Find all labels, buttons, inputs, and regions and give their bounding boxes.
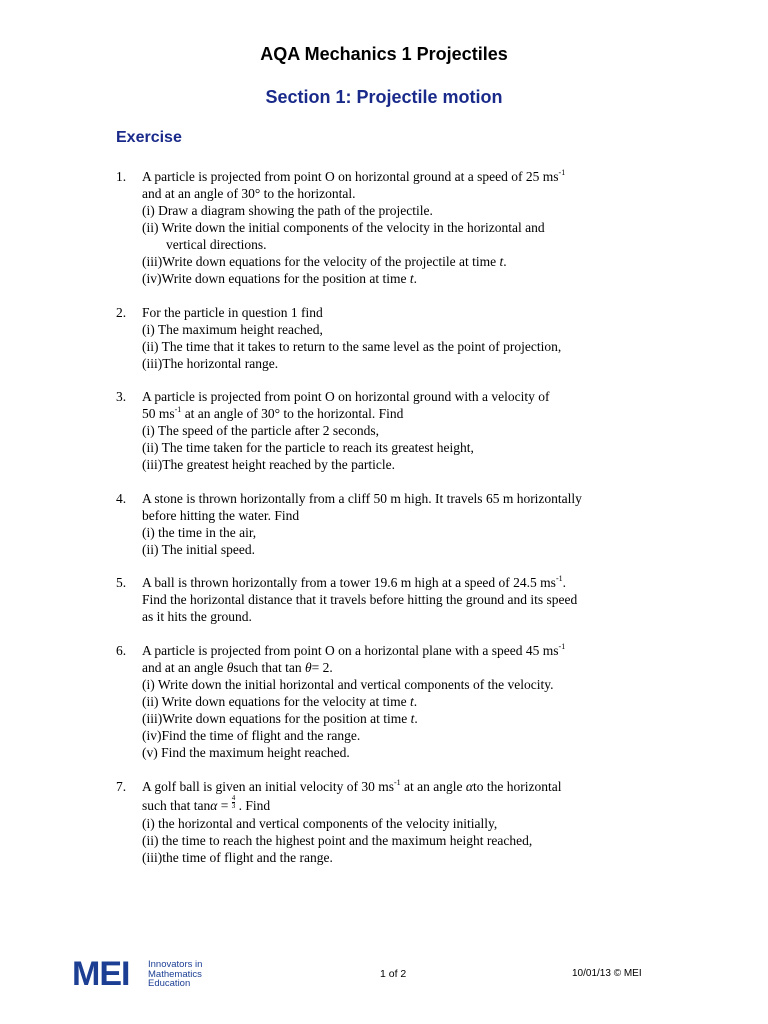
question-part: (ii) The time that it takes to return to the same level as the point of projection, (142, 339, 562, 354)
question-text: A particle is projected from point O on horizontal ground with a velocity of (142, 389, 550, 404)
alpha-symbol: α (210, 798, 218, 813)
document-title: AQA Mechanics 1 Projectiles (260, 44, 508, 64)
question-part: (iii)Write down equations for the velocity of the projectile at time t. (142, 254, 507, 269)
question-text: A ball is thrown horizontally from a tower 19.6 m high at a speed of 24.5 $ms^{-1}$. (142, 574, 566, 590)
question-part: (iii)The horizontal range. (142, 356, 279, 371)
question-number: 3. (116, 389, 127, 404)
fraction: $\frac{4}{3}$ (231, 794, 236, 810)
question-text: and at an angle of 30° to the horizontal. (142, 186, 356, 201)
question-part: (ii) the time to reach the highest point and the maximum height reached, (142, 833, 533, 848)
question-text: Find the horizontal distance that it travels before hitting the ground and its speed (142, 592, 578, 607)
question-text: and at an angle θsuch that tan θ= 2. (142, 660, 333, 675)
question-4 (116, 490, 676, 558)
question-5 (116, 574, 676, 625)
exercise-heading: Exercise (116, 129, 182, 146)
question-3 (116, 388, 676, 473)
question-number: 1. (116, 169, 127, 184)
question-part: (iii)The greatest height reached by the particle. (142, 457, 396, 472)
question-part: (i) The speed of the particle after 2 seconds, (142, 423, 380, 438)
mei-logo (72, 955, 242, 993)
question-6 (116, 642, 676, 761)
theta-symbol: θ (226, 660, 234, 675)
question-number: 6. (116, 643, 127, 658)
question-text: A stone is thrown horizontally from a cliff 50 m high. It travels 65 m horizontally (142, 491, 582, 506)
question-part: (iii)Write down equations for the position at time t. (142, 711, 418, 726)
question-part: (i) Draw a diagram showing the path of the projectile. (142, 203, 433, 218)
question-text: such that tanα = $\frac{4}{3}$ . Find (142, 794, 271, 813)
question-text: before hitting the water. Find (142, 508, 300, 523)
question-number: 4. (116, 491, 127, 506)
question-text: A golf ball is given an initial velocity of 30 $ms^{-1}$ at an angle αto the horizontal (142, 778, 562, 794)
question-number: 2. (116, 305, 127, 320)
mei-logo-tagline: Innovators in Mathematics Education (148, 959, 203, 989)
question-text: 50 $ms^{-1}$ at an angle of 30° to the horizontal. Find (142, 405, 404, 421)
question-part: (ii) Write down the initial components of the velocity in the horizontal and (142, 220, 545, 235)
question-text: A particle is projected from point O on horizontal ground at a speed of 25 $ms^{-1}$ (142, 168, 566, 184)
question-part: (i) Write down the initial horizontal and vertical components of the velocity. (142, 677, 554, 692)
question-text: as it hits the ground. (142, 609, 252, 624)
question-part: vertical directions. (166, 237, 267, 252)
question-part: (iv)Find the time of flight and the range. (142, 728, 361, 743)
question-number: 5. (116, 575, 127, 590)
question-part: (i) The maximum height reached, (142, 322, 323, 337)
question-part: (ii) The time taken for the particle to reach its greatest height, (142, 440, 474, 455)
question-part: (ii) The initial speed. (142, 542, 255, 557)
question-part: (i) the time in the air, (142, 525, 257, 540)
question-part: (iii)the time of flight and the range. (142, 850, 333, 865)
footer-date-copyright: 10/01/13 © MEI (572, 968, 642, 979)
question-1 (116, 168, 676, 287)
question-text: A particle is projected from point O on a horizontal plane with a speed 45 $ms^{-1}$ (142, 642, 566, 658)
question-part: (i) the horizontal and vertical components of the velocity initially, (142, 816, 498, 831)
question-text: For the particle in question 1 find (142, 305, 323, 320)
mei-logo-letters: MEI (72, 955, 130, 993)
question-part: (v) Find the maximum height reached. (142, 745, 350, 760)
page-number: 1 of 2 (380, 968, 407, 980)
question-part: (ii) Write down equations for the velocity at time t. (142, 694, 418, 709)
section-heading: Section 1: Projectile motion (265, 87, 503, 107)
question-7 (116, 778, 676, 866)
question-2 (116, 304, 676, 372)
question-part: (iv)Write down equations for the position at time t. (142, 271, 418, 286)
question-number: 7. (116, 779, 127, 794)
alpha-symbol: α (465, 779, 473, 794)
theta-symbol: θ (304, 660, 312, 675)
